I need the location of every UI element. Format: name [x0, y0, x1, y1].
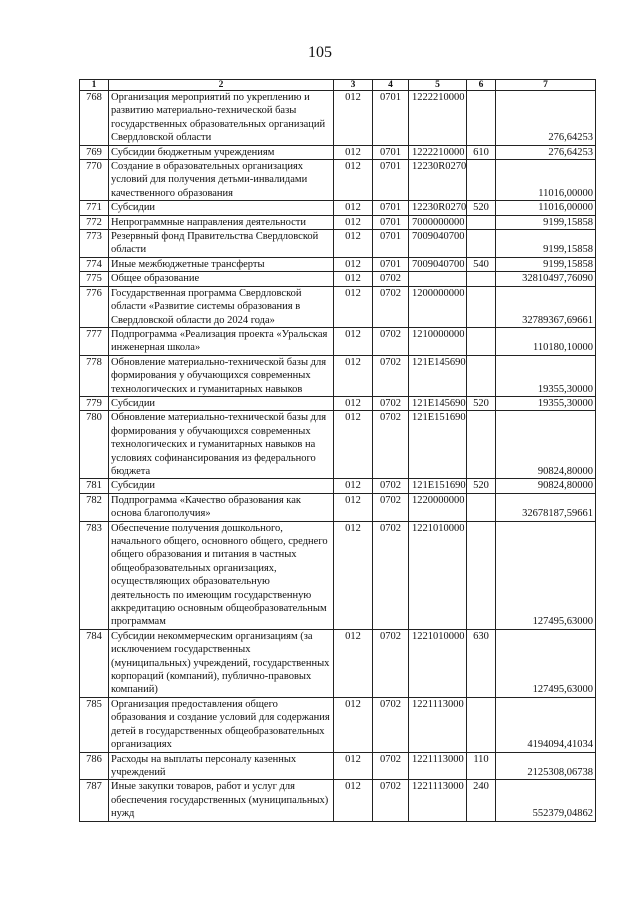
table-row: [80, 479, 596, 493]
row-ministry-code: 012: [334, 201, 373, 215]
row-expense-type: [467, 160, 496, 201]
row-expense-type: 520: [467, 479, 496, 493]
row-ministry-code: 012: [334, 91, 373, 146]
row-section-code: 0701: [373, 91, 409, 146]
row-target-code: 1222210000: [409, 91, 467, 146]
row-name: Государственная программа Свердловской области «Развитие системы образования в Свердловской области до 2024 года»: [109, 286, 334, 327]
row-target-code: 12230R0270: [409, 201, 467, 215]
row-ministry-code: 012: [334, 230, 373, 258]
row-ministry-code: 012: [334, 355, 373, 396]
row-ministry-code: 012: [334, 257, 373, 271]
table-row: [80, 493, 596, 521]
row-expense-type: 540: [467, 257, 496, 271]
table-row: [80, 355, 596, 396]
row-ministry-code: 012: [334, 272, 373, 286]
row-amount: 9199,15858: [496, 230, 596, 258]
row-expense-type: [467, 355, 496, 396]
row-amount: 2125308,06738: [496, 752, 596, 780]
row-amount: 9199,15858: [496, 215, 596, 229]
row-expense-type: 520: [467, 201, 496, 215]
row-number: 785: [80, 697, 109, 752]
row-amount: 90824,80000: [496, 411, 596, 479]
table-row: [80, 272, 596, 286]
row-amount: 19355,30000: [496, 355, 596, 396]
row-section-code: 0702: [373, 780, 409, 821]
row-section-code: 0702: [373, 355, 409, 396]
row-amount: 32789367,69661: [496, 286, 596, 327]
row-name: Подпрограмма «Реализация проекта «Уральская инженерная школа»: [109, 327, 334, 355]
header-col-1: 1: [80, 80, 109, 91]
table-row: [80, 286, 596, 327]
row-number: 772: [80, 215, 109, 229]
row-expense-type: [467, 272, 496, 286]
row-section-code: 0702: [373, 493, 409, 521]
row-amount: 9199,15858: [496, 257, 596, 271]
row-ministry-code: 012: [334, 215, 373, 229]
row-target-code: 1221010000: [409, 629, 467, 697]
header-col-3: 3: [334, 80, 373, 91]
row-expense-type: 610: [467, 145, 496, 159]
table-row: [80, 91, 596, 146]
row-amount: 11016,00000: [496, 201, 596, 215]
row-section-code: 0702: [373, 521, 409, 629]
row-section-code: 0702: [373, 629, 409, 697]
row-amount: 127495,63000: [496, 521, 596, 629]
row-name: Обновление материально-технической базы для формирования у обучающихся современных технологических и гуманитарных навыков: [109, 355, 334, 396]
row-section-code: 0702: [373, 479, 409, 493]
row-amount: 32810497,76090: [496, 272, 596, 286]
row-ministry-code: 012: [334, 411, 373, 479]
row-ministry-code: 012: [334, 327, 373, 355]
row-number: 768: [80, 91, 109, 146]
row-expense-type: [467, 230, 496, 258]
row-number: 773: [80, 230, 109, 258]
table-row: [80, 697, 596, 752]
budget-table: [79, 79, 596, 822]
row-ministry-code: 012: [334, 145, 373, 159]
row-target-code: 1221113000: [409, 780, 467, 821]
row-section-code: 0701: [373, 201, 409, 215]
row-number: 779: [80, 396, 109, 410]
row-ministry-code: 012: [334, 780, 373, 821]
row-amount: 19355,30000: [496, 396, 596, 410]
row-name: Подпрограмма «Качество образования как основа благополучия»: [109, 493, 334, 521]
row-name: Непрограммные направления деятельности: [109, 215, 334, 229]
row-expense-type: 520: [467, 396, 496, 410]
row-name: Субсидии некоммерческим организациям (за исключением государственных (муниципальных) учреждений, государственных корпораций (компаний), публично-правовых компаний): [109, 629, 334, 697]
row-number: 774: [80, 257, 109, 271]
row-name: Общее образование: [109, 272, 334, 286]
row-target-code: 7009040700: [409, 230, 467, 258]
table-row: [80, 780, 596, 821]
row-target-code: 121E145690: [409, 396, 467, 410]
row-expense-type: [467, 411, 496, 479]
header-col-5: 5: [409, 80, 467, 91]
row-amount: 552379,04862: [496, 780, 596, 821]
row-expense-type: [467, 493, 496, 521]
row-section-code: 0701: [373, 215, 409, 229]
table-row: [80, 160, 596, 201]
header-row: [80, 80, 596, 91]
row-target-code: 1210000000: [409, 327, 467, 355]
table-row: [80, 521, 596, 629]
row-name: Резервный фонд Правительства Свердловской области: [109, 230, 334, 258]
row-target-code: 121E151690: [409, 411, 467, 479]
row-amount: 127495,63000: [496, 629, 596, 697]
row-name: Субсидии: [109, 396, 334, 410]
row-name: Организация мероприятий по укреплению и развитию материально-технической базы государственных образовательных организаций Свердловской области: [109, 91, 334, 146]
row-name: Обновление материально-технической базы для формирования у обучающихся современных технологических и гуманитарных навыков на условиях софинансирования из федерального бюджета: [109, 411, 334, 479]
row-section-code: 0702: [373, 411, 409, 479]
page-number: 105: [308, 44, 332, 61]
row-target-code: 7000000000: [409, 215, 467, 229]
row-ministry-code: 012: [334, 629, 373, 697]
row-section-code: 0701: [373, 145, 409, 159]
table-row: [80, 201, 596, 215]
table-row: [80, 230, 596, 258]
table-row: [80, 629, 596, 697]
row-section-code: 0702: [373, 327, 409, 355]
row-name: Субсидии: [109, 201, 334, 215]
row-section-code: 0702: [373, 272, 409, 286]
row-target-code: [409, 272, 467, 286]
row-number: 786: [80, 752, 109, 780]
row-target-code: 1220000000: [409, 493, 467, 521]
row-section-code: 0702: [373, 286, 409, 327]
row-expense-type: [467, 91, 496, 146]
row-name: Субсидии бюджетным учреждениям: [109, 145, 334, 159]
row-number: 784: [80, 629, 109, 697]
row-expense-type: [467, 215, 496, 229]
row-amount: 110180,10000: [496, 327, 596, 355]
row-number: 776: [80, 286, 109, 327]
row-target-code: 121E145690: [409, 355, 467, 396]
table-row: [80, 752, 596, 780]
row-expense-type: [467, 697, 496, 752]
row-target-code: 12230R0270: [409, 160, 467, 201]
row-amount: 32678187,59661: [496, 493, 596, 521]
row-name: Создание в образовательных организациях условий для получения детьми-инвалидами качественного образования: [109, 160, 334, 201]
row-ministry-code: 012: [334, 493, 373, 521]
table-row: [80, 257, 596, 271]
table-row: [80, 411, 596, 479]
row-expense-type: 240: [467, 780, 496, 821]
row-ministry-code: 012: [334, 697, 373, 752]
row-ministry-code: 012: [334, 752, 373, 780]
row-number: 781: [80, 479, 109, 493]
table-row: [80, 327, 596, 355]
row-expense-type: 630: [467, 629, 496, 697]
row-ministry-code: 012: [334, 479, 373, 493]
row-section-code: 0701: [373, 160, 409, 201]
row-target-code: 7009040700: [409, 257, 467, 271]
header-col-2: 2: [109, 80, 334, 91]
row-expense-type: 110: [467, 752, 496, 780]
row-section-code: 0702: [373, 752, 409, 780]
row-section-code: 0701: [373, 230, 409, 258]
row-amount: 4194094,41034: [496, 697, 596, 752]
row-name: Организация предоставления общего образования и создание условий для содержания детей в государственных общеобразовательных организациях: [109, 697, 334, 752]
row-number: 780: [80, 411, 109, 479]
row-number: 775: [80, 272, 109, 286]
row-name: Иные закупки товаров, работ и услуг для обеспечения государственных (муниципальных) нужд: [109, 780, 334, 821]
row-section-code: 0701: [373, 257, 409, 271]
row-name: Расходы на выплаты персоналу казенных учреждений: [109, 752, 334, 780]
row-number: 787: [80, 780, 109, 821]
row-number: 769: [80, 145, 109, 159]
table-row: [80, 215, 596, 229]
row-name: Обеспечение получения дошкольного, начального общего, основного общего, среднего общего образования и питания в частных общеобразовательных организациях, осуществляющих образовательную деятельность по имеющим государственную аккредитацию основным общеобразовательным программам: [109, 521, 334, 629]
row-number: 777: [80, 327, 109, 355]
row-name: Иные межбюджетные трансферты: [109, 257, 334, 271]
row-target-code: 1222210000: [409, 145, 467, 159]
header-col-7: 7: [496, 80, 596, 91]
row-amount: 90824,80000: [496, 479, 596, 493]
table-row: [80, 145, 596, 159]
row-target-code: 121E151690: [409, 479, 467, 493]
row-amount: 276,64253: [496, 91, 596, 146]
table-row: [80, 396, 596, 410]
row-ministry-code: 012: [334, 521, 373, 629]
row-number: 782: [80, 493, 109, 521]
row-expense-type: [467, 286, 496, 327]
row-ministry-code: 012: [334, 396, 373, 410]
row-section-code: 0702: [373, 396, 409, 410]
row-number: 770: [80, 160, 109, 201]
row-target-code: 1221113000: [409, 752, 467, 780]
row-expense-type: [467, 327, 496, 355]
row-number: 778: [80, 355, 109, 396]
row-target-code: 1221010000: [409, 521, 467, 629]
header-col-6: 6: [467, 80, 496, 91]
header-col-4: 4: [373, 80, 409, 91]
row-amount: 276,64253: [496, 145, 596, 159]
row-target-code: 1200000000: [409, 286, 467, 327]
row-ministry-code: 012: [334, 160, 373, 201]
row-number: 783: [80, 521, 109, 629]
row-number: 771: [80, 201, 109, 215]
row-amount: 11016,00000: [496, 160, 596, 201]
row-expense-type: [467, 521, 496, 629]
row-name: Субсидии: [109, 479, 334, 493]
row-section-code: 0702: [373, 697, 409, 752]
row-ministry-code: 012: [334, 286, 373, 327]
row-target-code: 1221113000: [409, 697, 467, 752]
